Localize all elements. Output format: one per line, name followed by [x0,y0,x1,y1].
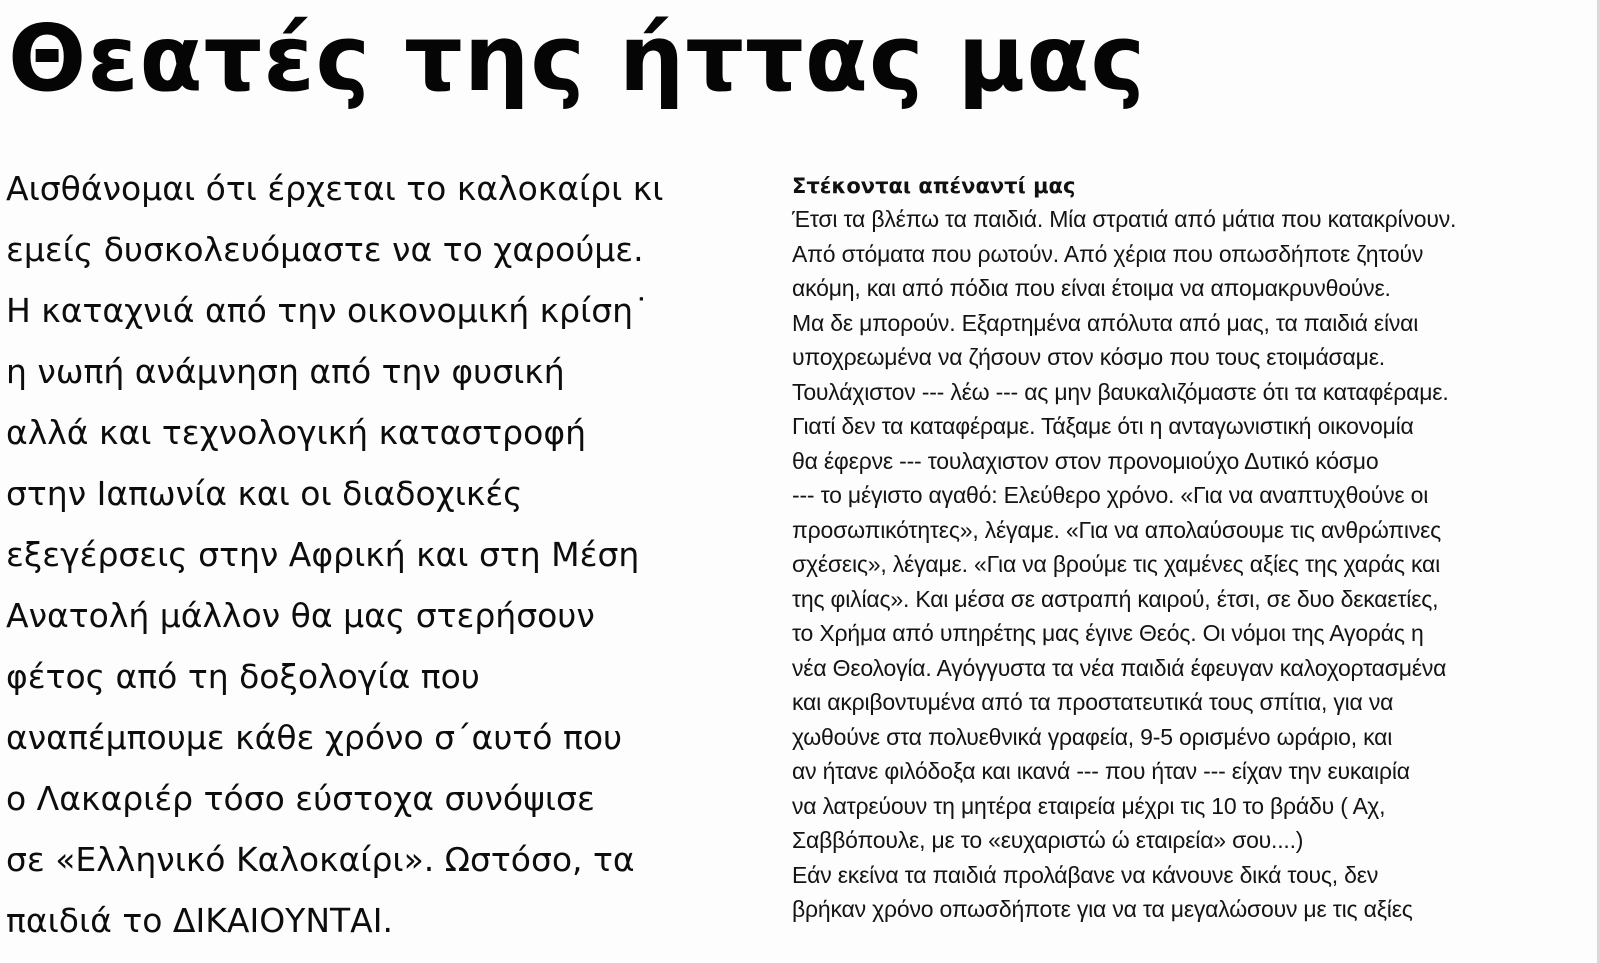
article-line: Τουλάχιστον --- λέω --- ας μην βαυκαλιζόμαστε ότι τα καταφέραμε. [792,378,1449,405]
intro-line: Η καταχνιά από την οικονομική κρίση˙ [6,291,650,330]
article-line: Γιατί δεν τα καταφέραμε. Τάξαμε ότι η ανταγωνιστική οικονομία [792,413,1414,439]
intro-line: η νωπή ανάμνηση από την φυσική [6,352,565,391]
article-line: Από στόματα που ρωτούν. Από χέρια που οπωσδήποτε ζητούν [792,240,1424,267]
article-line: Έτσι τα βλέπω τα παιδιά. Μία στρατιά από μάτια που κατακρίνουν. [792,206,1457,232]
article-line: ακόμη, και από πόδια που είναι έτοιμα να απομακρυνθούνε. [792,275,1391,301]
article-line: και ακριβοντυμένα από τα προστατευτικά τους σπίτια, για να [792,689,1394,715]
article-line: σχέσεις», λέγαμε. «Για να βρούμε τις χαμένες αξίες της χαράς και [792,551,1440,577]
intro-line: παιδιά το ΔΙΚΑΙΟΥΝΤΑΙ. [6,901,393,940]
article-line: --- το μέγιστο αγαθό: Ελεύθερο χρόνο. «Για να αναπτυχθούνε οι [792,482,1429,508]
article-headline: Θεατές της ήττας μας [8,5,1147,112]
intro-line: αλλά και τεχνολογική καταστροφή [6,413,586,452]
article-line: θα έφερνε --- τουλαχιστον στον προνομιούχο Δυτικό κόσμο [792,447,1379,474]
intro-line: εμείς δυσκολευόμαστε να το χαρούμε. [6,230,644,269]
article-line: το Χρήμα από υπηρέτης μας έγινε Θεός. Οι νόμοι της Αγοράς η [792,620,1424,646]
intro-line: Αισθάνομαι ότι έρχεται το καλοκαίρι κι [6,169,664,208]
article-line: Εάν εκείνα τα παιδιά προλάβανε να κάνουνε δικά τους, δεν [792,861,1379,888]
intro-line: στην Ιαπωνία και οι διαδοχικές [6,474,523,513]
article-line: αν ήτανε φιλόδοξα και ικανά --- που ήταν --- είχαν την ευκαιρία [792,758,1410,784]
article-subheading: Στέκονται απέναντί μας [792,174,1076,198]
intro-line: εξεγέρσεις στην Αφρική και στη Μέση [6,535,640,574]
article-line: χωθούνε στα πολυεθνικά γραφεία, 9-5 ορισμένο ωράριο, και [792,723,1393,750]
article-column [792,170,1592,927]
article-line: να λατρεύουν τη μητέρα εταιρεία μέχρι τις 10 το βράδυ ( Αχ, [792,792,1386,819]
article-line: υποχρεωμένα να ζήσουν στον κόσμο που τους ετοιμάσαμε. [792,344,1385,370]
article-line: Μα δε μπορούν. Εξαρτημένα απόλυτα από μας, τα παιδιά είναι [792,309,1419,336]
article-line: προσωπικότητες», λέγαμε. «Για να απολαύσουμε τις ανθρώπινες [792,516,1442,543]
article-line: Σαββόπουλε, με το «ευχαριστώ ώ εταιρεία» σου....) [792,827,1304,853]
intro-line: φέτος από τη δοξολογία που [6,657,480,696]
intro-line: σε «Ελληνικό Καλοκαίρι». Ωστόσο, τα [6,840,635,879]
article-line: της φιλίας». Και μέσα σε αστραπή καιρού, έτσι, σε δυο δεκαετίες, [792,585,1439,612]
article-line: βρήκαν χρόνο οπωσδήποτε για να τα μεγαλώσουν με τις αξίες [792,896,1413,922]
intro-line: ο Λακαριέρ τόσο εύστοχα συνόψισε [6,779,595,818]
article-line: νέα Θεολογία. Αγόγγυστα τα νέα παιδιά έφευγαν καλοχορτασμένα [792,654,1447,681]
intro-column [6,158,726,951]
intro-line: αναπέμπουμε κάθε χρόνο σ΄αυτό που [6,718,623,757]
intro-line: Ανατολή μάλλον θα μας στερήσουν [6,596,595,635]
